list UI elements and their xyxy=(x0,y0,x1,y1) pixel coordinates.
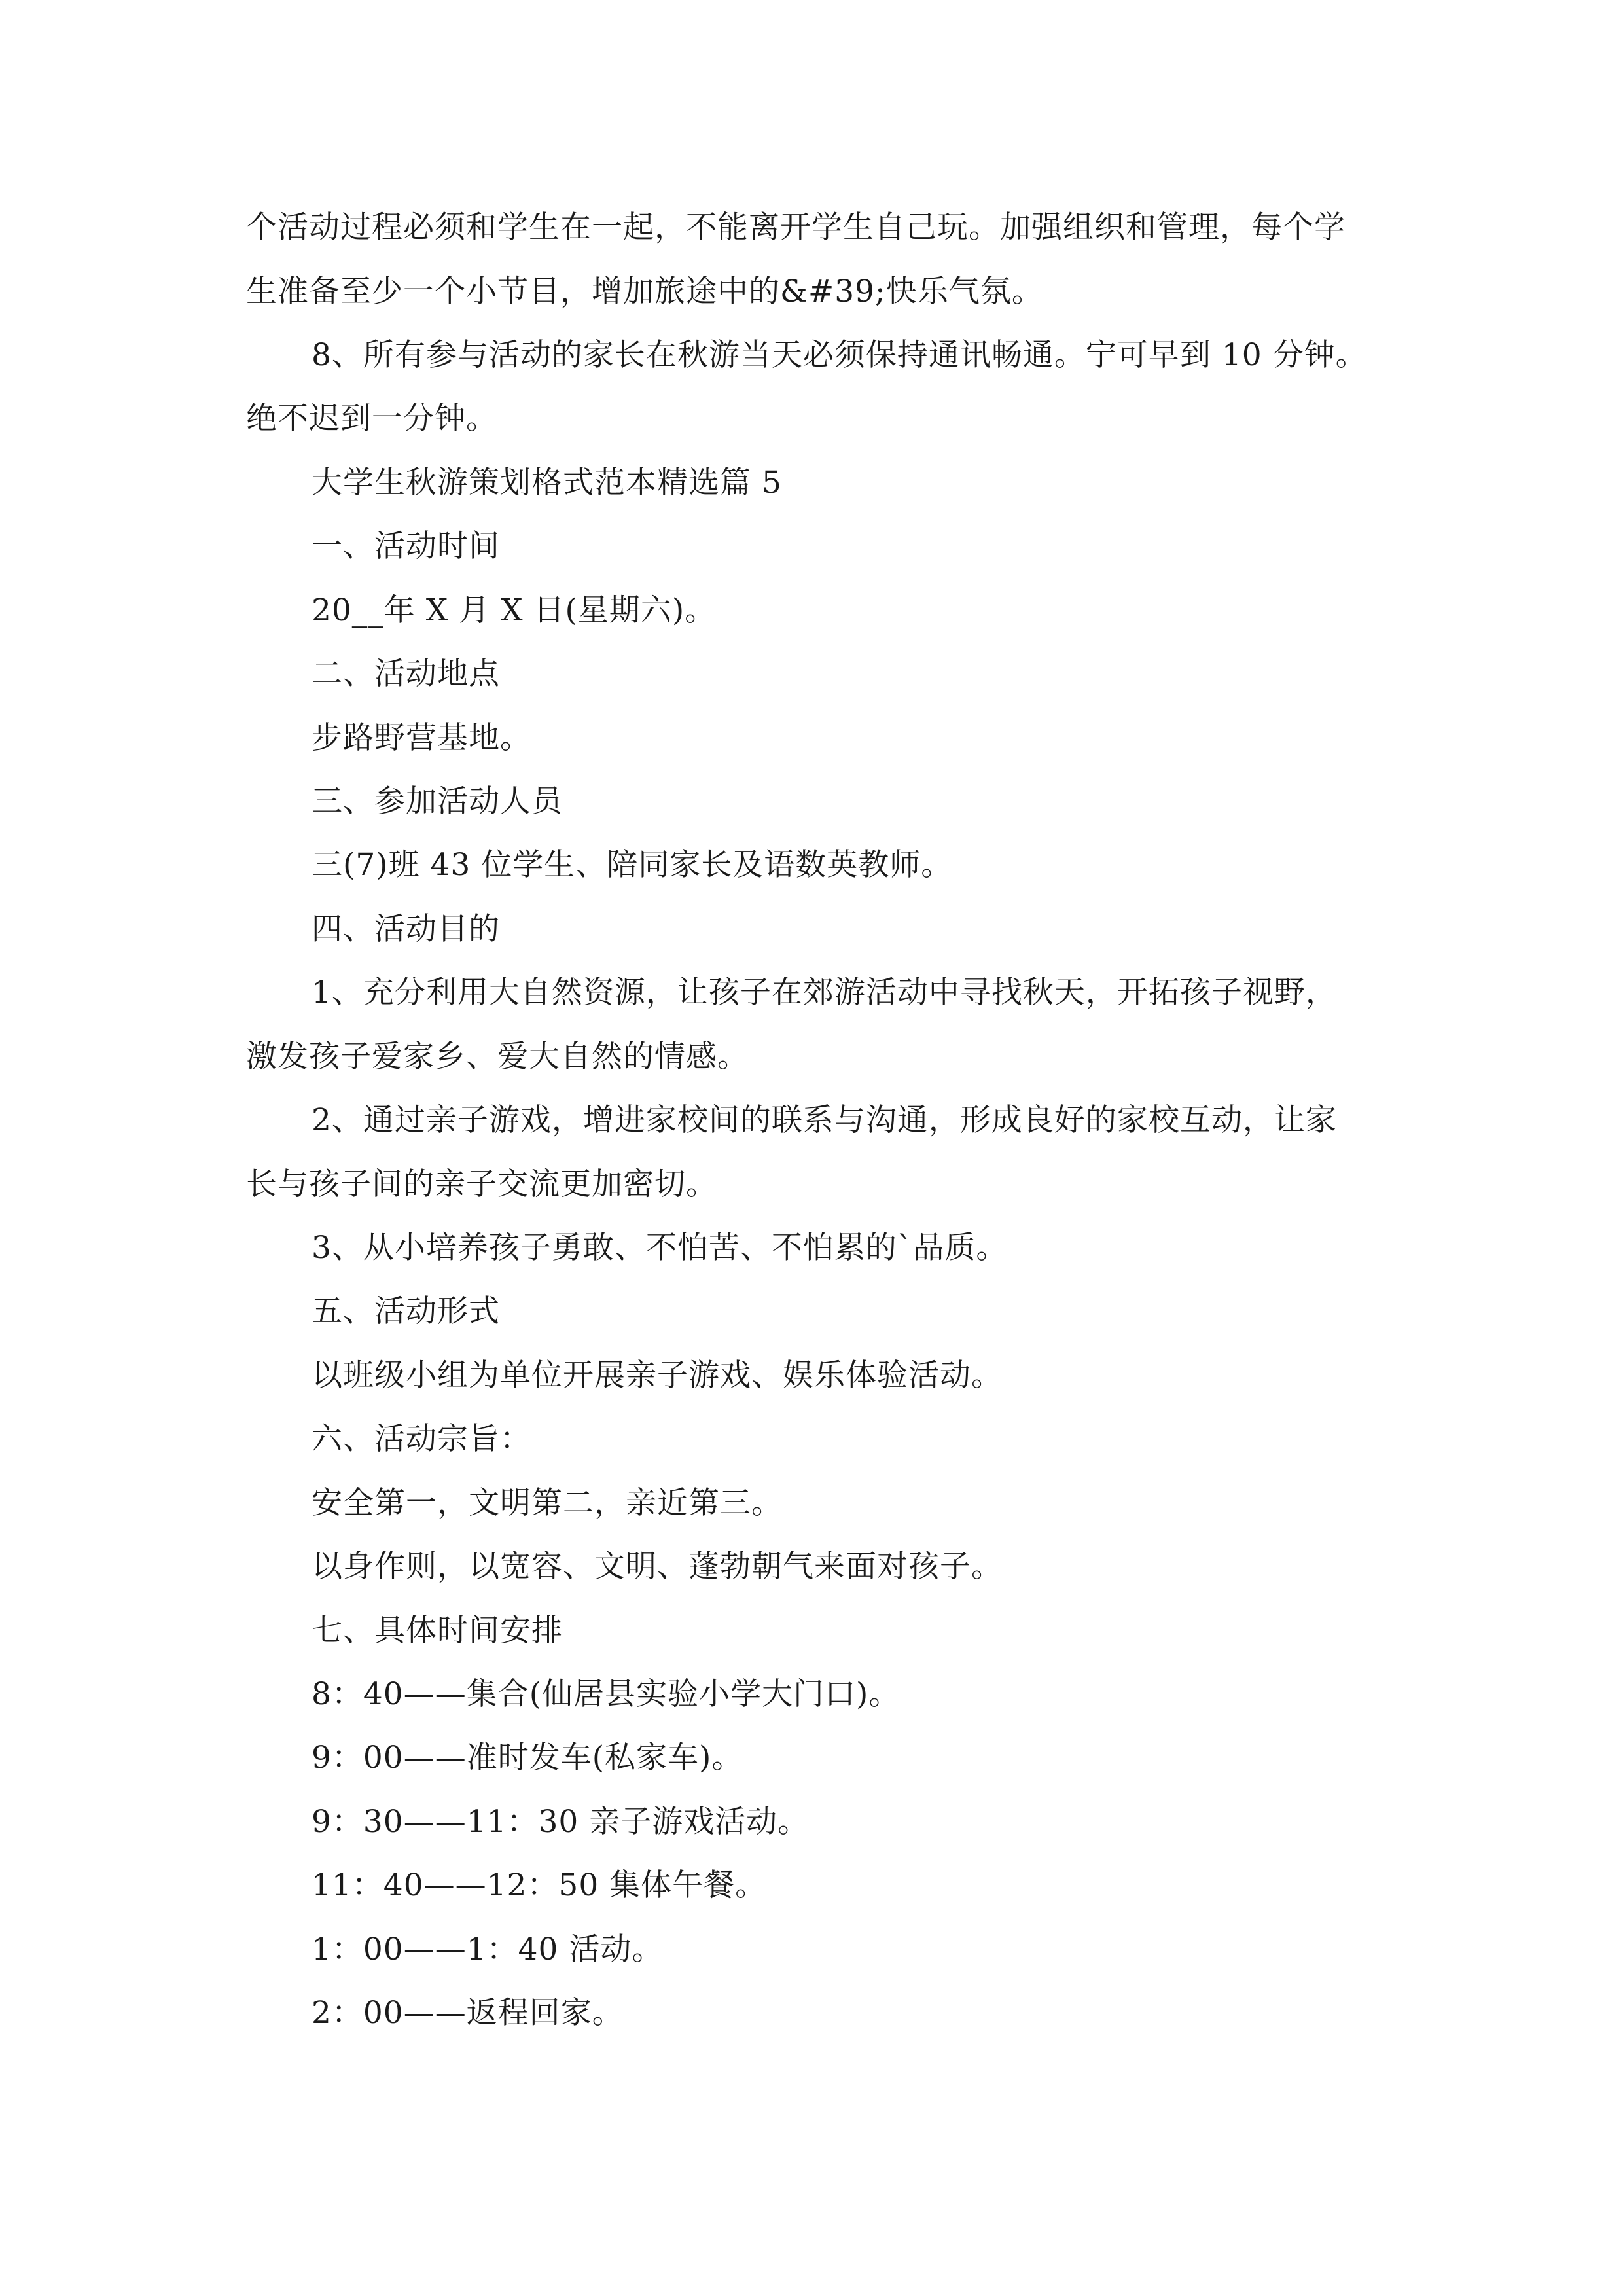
section-heading: 七、具体时间安排 xyxy=(312,1613,563,1649)
paragraph-line: 以班级小组为单位开展亲子游戏、娱乐体验活动。 xyxy=(312,1357,1003,1393)
section-heading: 五、活动形式 xyxy=(312,1293,500,1329)
section-heading: 一、活动时间 xyxy=(312,528,500,564)
paragraph-line: 3、从小培养孩子勇敢、不怕苦、不怕累的`品质。 xyxy=(312,1230,1008,1266)
section-heading: 二、活动地点 xyxy=(312,656,500,692)
paragraph-line: 以身作则，以宽容、文明、蓬勃朝气来面对孩子。 xyxy=(312,1549,1003,1585)
paragraph-line: 安全第一，文明第二，亲近第三。 xyxy=(312,1485,783,1521)
paragraph-line: 个活动过程必须和学生在一起，不能离开学生自己玩。加强组织和管理，每个学 xyxy=(246,209,1346,245)
paragraph-line: 2、通过亲子游戏，增进家校间的联系与沟通，形成良好的家校互动，让家 xyxy=(312,1102,1337,1138)
paragraph-line: 20__年 X 月 X 日(星期六)。 xyxy=(312,592,717,628)
schedule-item: 11：40——12：50 集体午餐。 xyxy=(312,1867,767,1903)
schedule-item: 8：40——集合(仙居县实验小学大门口)。 xyxy=(312,1676,901,1712)
paragraph-line: 8、所有参与活动的家长在秋游当天必须保持通讯畅通。宁可早到 10 分钟。 xyxy=(312,337,1367,373)
paragraph-line: 1、充分利用大自然资源，让孩子在郊游活动中寻找秋天，开拓孩子视野， xyxy=(312,975,1337,1011)
paragraph-line: 激发孩子爱家乡、爱大自然的情感。 xyxy=(246,1039,749,1075)
schedule-item: 1：00——1：40 活动。 xyxy=(312,1931,664,1967)
paragraph-line: 生准备至少一个小节目，增加旅途中的&#39;快乐气氛。 xyxy=(246,274,1043,310)
paragraph-line: 绝不迟到一分钟。 xyxy=(246,401,497,437)
paragraph-line: 步路野营基地。 xyxy=(312,720,531,756)
schedule-item: 9：00——准时发车(私家车)。 xyxy=(312,1740,743,1776)
paragraph-line: 长与孩子间的亲子交流更加密切。 xyxy=(246,1166,717,1202)
schedule-item: 2：00——返程回家。 xyxy=(312,1995,624,2031)
schedule-item: 9：30——11：30 亲子游戏活动。 xyxy=(312,1804,810,1840)
section-heading: 六、活动宗旨： xyxy=(312,1421,531,1457)
section-title: 大学生秋游策划格式范本精选篇 5 xyxy=(312,465,782,501)
section-heading: 三、参加活动人员 xyxy=(312,783,563,819)
section-heading: 四、活动目的 xyxy=(312,911,500,947)
paragraph-line: 三(7)班 43 位学生、陪同家长及语数英教师。 xyxy=(312,847,953,883)
